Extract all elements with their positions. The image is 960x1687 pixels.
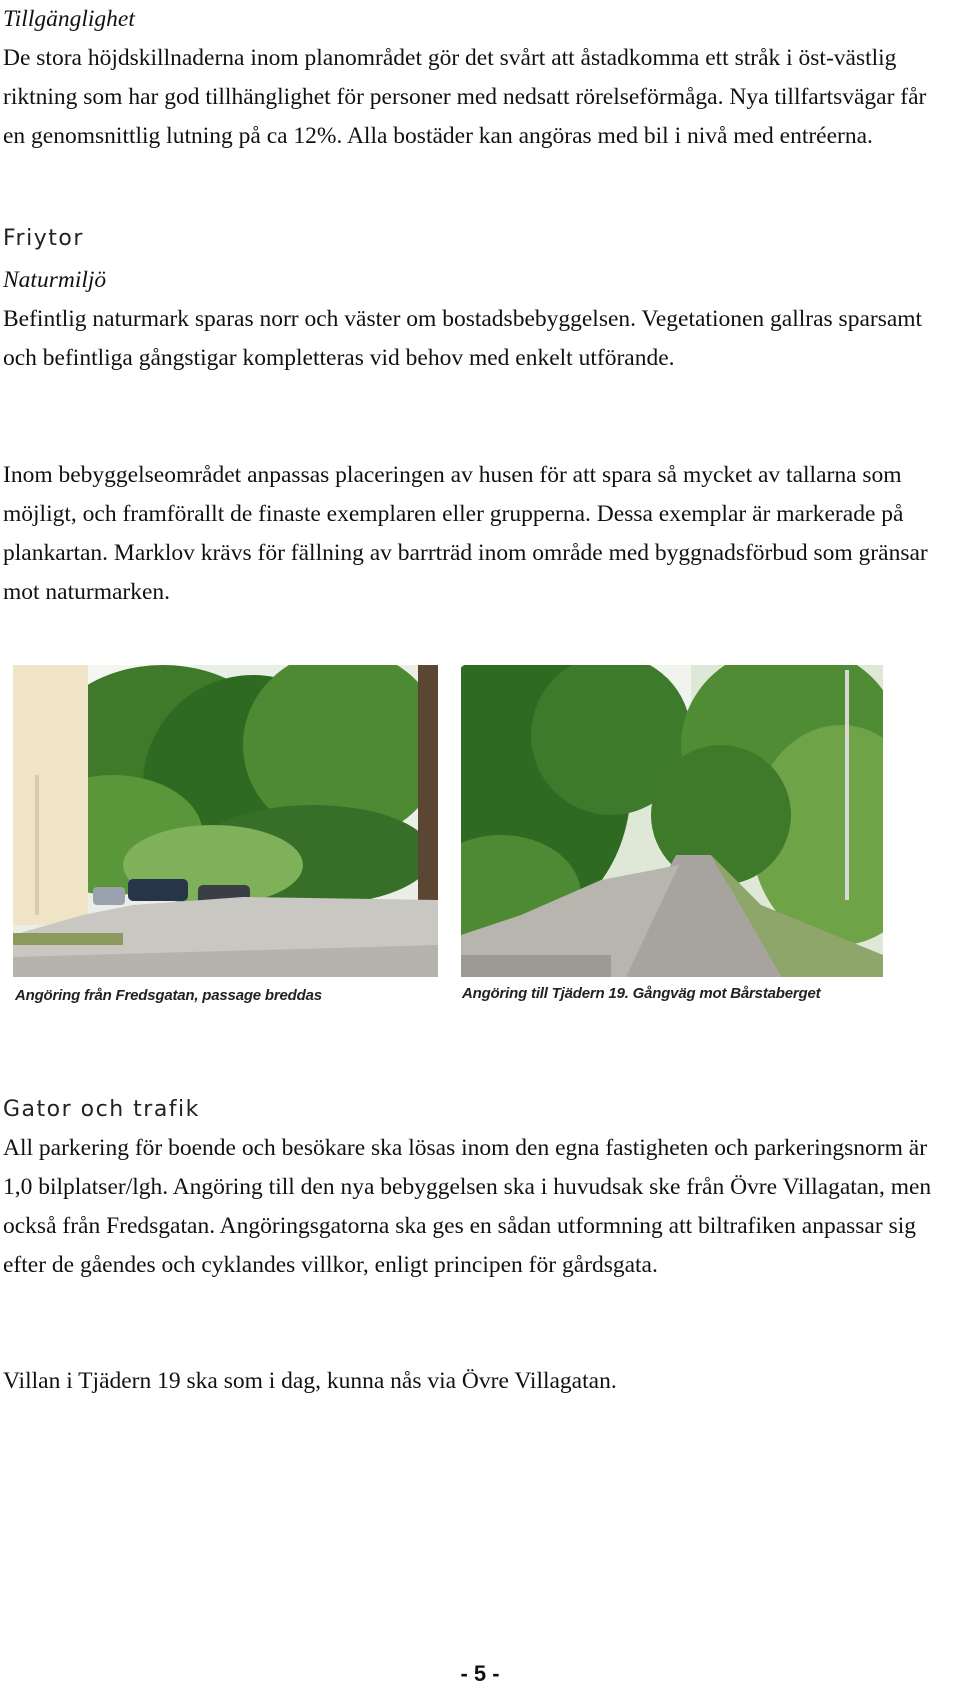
section-friytor <box>3 224 948 254</box>
paragraph-friytor-2: Inom bebyggelseområdet anpassas placeringen av husen för att spara så mycket av tallarna som möjligt, och framförallt de finaste exemplaren eller grupperna. Dessa exemplar är markerade på plankartan. Marklov krävs för fällning av barrträd inom område med byggnadsförbud som gränsar mot naturmarken. <box>3 462 928 605</box>
paragraph-gator-1: All parkering för boende och besökare ska lösas inom den egna fastigheten och parkeringsnorm är 1,0 bilplatser/lgh. Angöring till den nya bebyggelsen ska i huvudsak ske från Övre Villagatan, men också från Fredsgatan. Angöringsgatorna ska ges en sådan utformning att biltrafiken anpassar sig efter de gåendes och cyklandes villkor, enligt principen för gårdsgata. <box>3 1135 932 1278</box>
section-heading-gator: Gator och trafik <box>3 1097 200 1122</box>
section-gator-body-2 <box>3 1362 948 1401</box>
section-friytor-body <box>3 261 948 378</box>
paragraph-gator-2: Villan i Tjädern 19 ska som i dag, kunna nås via Övre Villagatan. <box>3 1368 617 1394</box>
section-heading-tillganglighet: Tillgänglighet <box>3 6 135 32</box>
photo-caption-fredsgatan: Angöring från Fredsgatan, passage breddas <box>15 987 322 1004</box>
section-tillganglighet <box>3 0 948 156</box>
photo-caption-tjadern: Angöring till Tjädern 19. Gångväg mot Bårstaberget <box>462 985 821 1002</box>
paragraph-friytor-1: Befintlig naturmark sparas norr och väster om bostadsbebyggelsen. Vegetationen gallras sparsamt och befintliga gångstigar kompletteras vid behov med enkelt utförande. <box>3 306 923 371</box>
paragraph-tillganglighet: De stora höjdskillnaderna inom planområdet gör det svårt att åstadkomma ett stråk i öst-västlig riktning som har god tillhänglighet för personer med nedsatt rörelseförmåga. Nya tillfartsvägar får en genomsnittlig lutning på ca 12%. Alla bostäder kan angöras med bil i nivå med entréerna. <box>3 45 927 149</box>
photo-fredsgatan-illustration <box>13 665 438 977</box>
page-number: - 5 - <box>460 1661 500 1686</box>
photo-tjadern <box>461 665 883 977</box>
subheading-naturmiljo: Naturmiljö <box>3 267 107 293</box>
photo-tjadern-illustration <box>461 665 883 977</box>
section-gator <box>3 1095 948 1125</box>
section-friytor-body-2 <box>3 456 948 612</box>
photo-fredsgatan <box>13 665 438 977</box>
section-heading-friytor: Friytor <box>3 226 84 251</box>
section-gator-body <box>3 1129 948 1285</box>
